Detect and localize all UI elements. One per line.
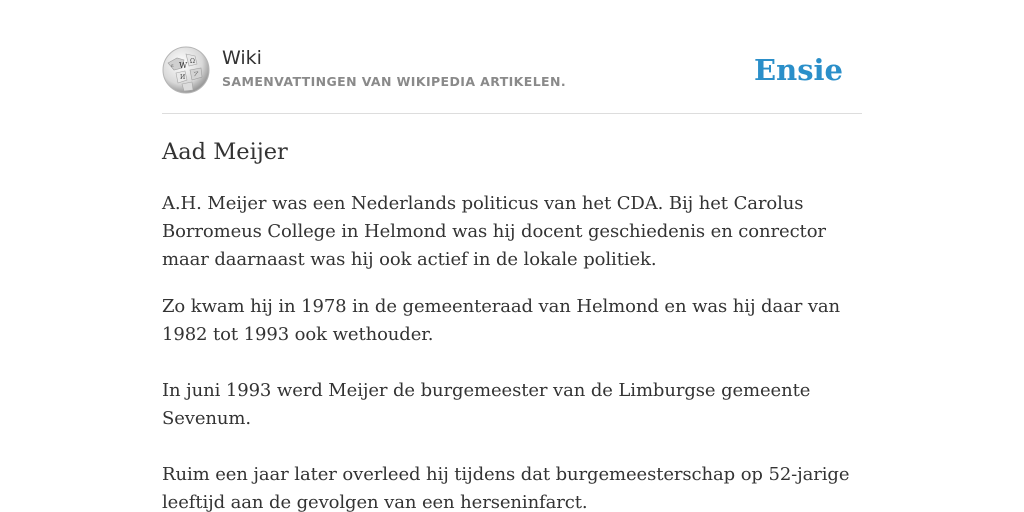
svg-text:W: W — [179, 61, 188, 70]
site-brand — [222, 46, 566, 90]
svg-text:ア: ア — [193, 71, 200, 78]
header-divider — [162, 113, 862, 114]
ensie-logo-link[interactable]: Ensie — [754, 53, 843, 87]
svg-text:И: И — [180, 74, 186, 81]
article-paragraph: A.H. Meijer was een Nederlands politicus van het CDA. Bij het Carolus Borromeus College in Helmond was hij docent geschiedenis en conrector maar daarnaast was hij ook actief in de lokale politiek. — [162, 193, 826, 270]
site-title[interactable]: Wiki — [222, 47, 262, 69]
svg-text:ε: ε — [171, 63, 174, 69]
svg-text:Ω: Ω — [190, 58, 195, 65]
wikipedia-globe-icon[interactable] — [162, 46, 210, 94]
site-header — [162, 44, 862, 100]
article-title: Aad Meijer — [162, 139, 288, 165]
article-paragraph: Zo kwam hij in 1978 in de gemeenteraad van Helmond en was hij daar van 1982 tot 1993 ook wethouder. — [162, 296, 841, 345]
article-paragraph: Ruim een jaar later overleed hij tijdens dat burgemeesterschap op 52-jarige leeftijd aan de gevolgen van een herseninfarct. — [162, 464, 850, 512]
article-content — [162, 136, 862, 512]
article-paragraph: In juni 1993 werd Meijer de burgemeester van de Limburgse gemeente Sevenum. — [162, 380, 811, 429]
site-subtitle: SAMENVATTINGEN VAN WIKIPEDIA ARTIKELEN. — [222, 74, 567, 89]
